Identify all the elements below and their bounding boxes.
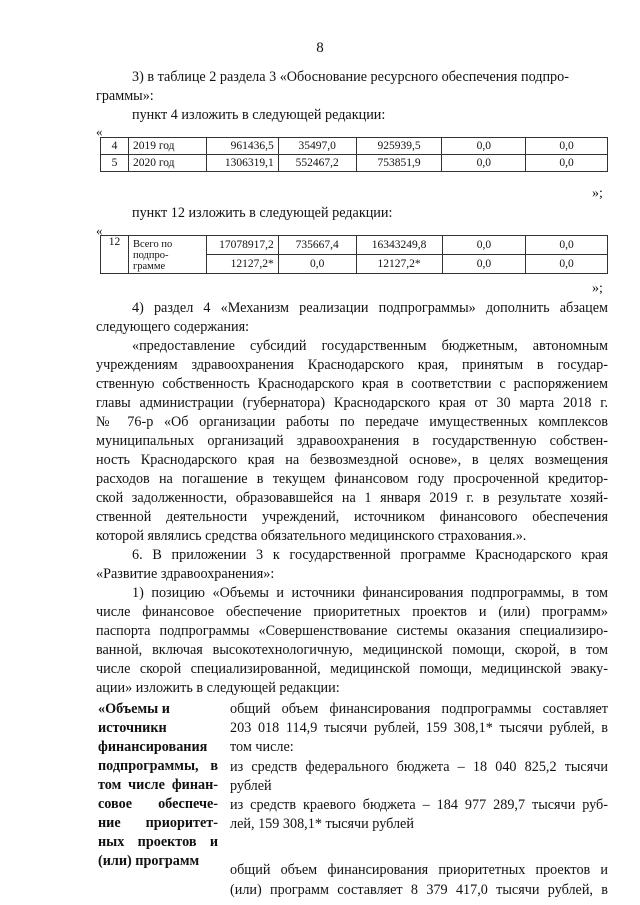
row-number: 12 [101,236,129,274]
row-federal: 735667,4 [278,236,356,255]
point-12-heading: пункт 12 изложить в следующей редакции: [132,205,393,221]
section4-line: главы администрации (губернатора) Краснодарского края от 30 марта 2018 г. [96,395,608,411]
section4-line: «предоставление субсидий государственным бюджетным, автономным [132,338,608,354]
row-federal: 552467,2 [278,155,356,172]
passport-label-line: подпрограммы, в [98,758,218,774]
resource-table-row-12 [100,235,608,274]
passport-label-line: «Объемы и [98,701,170,717]
row-total: 12127,2* [206,255,278,274]
passport-label-line: (или) программ [98,853,200,869]
item6-line: числе финансовое обеспечение приоритетных проектов и (или) программ» [96,604,608,620]
section4-line: ность Краснодарского края на безвозмездной основе», в целях возмещения [96,452,608,468]
row-year: 2019 год [128,138,206,155]
row-local: 0,0 [442,155,526,172]
passport-text-spacer [230,834,608,853]
item6-line: ации» изложить в следующей редакции: [96,680,340,696]
section4-line: расходов на погашение в текущем финансовом году просроченной кредитор- [96,471,608,487]
passport-label-line: ных проектов и [98,834,218,850]
row-federal: 0,0 [278,255,356,274]
quote-close-2: »; [592,281,603,296]
passport-label-line: совое обеспече- [98,796,218,812]
section4-line: ственной деятельности учреждений, источником финансового обеспечения [96,509,608,525]
passport-text [230,700,608,900]
passport-label-line: ние приоритет- [98,815,218,831]
passport-text-line: лей, 159 308,1* тысячи рублей [230,816,414,833]
item6-line: «Развитие здравоохранения»: [96,566,275,582]
row-other: 0,0 [526,236,608,255]
passport-text-line: общий объем финансирования приоритетных проектов и [230,862,608,879]
row-label-line: грамме [132,261,166,272]
row-total: 961436,5 [206,138,278,155]
item6-line: паспорта подпрограммы «Совершенствование системы оказания специализиро- [96,623,608,639]
table-row [101,236,608,255]
intro-line-1: 3) в таблице 2 раздела 3 «Обоснование ресурсного обеспечения подпро- [132,69,569,85]
quote-close-1: »; [592,186,603,201]
section4-line: следующего содержания: [96,319,250,335]
passport-text-line: том числе: [230,739,294,756]
passport-text-line: рублей [230,777,272,794]
row-federal: 35497,0 [278,138,356,155]
section4-line: № 76-р «Об организации работы по передаче имущественных комплексов [96,414,608,430]
section4-line: которой являлись средства обязательного медицинского страхования.». [96,528,527,544]
row-regional: 12127,2* [356,255,442,274]
passport-text-line: 203 018 114,9 тысячи рублей, 159 308,1* тысячи рублей, в [230,720,608,737]
row-label-line: подпро- [132,250,169,261]
section4-line: учреждениям здравоохранения Краснодарского края, принятым в государ- [96,357,608,373]
passport-label-line: источникн [98,720,167,736]
row-number: 5 [101,155,129,172]
row-total: 17078917,2 [206,236,278,255]
passport-text-line: из средств краевого бюджета – 184 977 289,7 тысячи руб- [230,797,608,814]
row-other: 0,0 [526,138,608,155]
row-local: 0,0 [442,255,526,274]
quote-open-2: « [96,223,103,238]
row-regional: 16343249,8 [356,236,442,255]
quote-open-1: « [96,124,103,139]
row-number: 4 [101,138,129,155]
table-row [101,138,608,155]
page-number: 8 [316,40,324,56]
row-other: 0,0 [526,255,608,274]
row-year: 2020 год [128,155,206,172]
section4-line: ской задолженности, образовавшейся на 1 января 2019 г. в результате хозяй- [96,490,608,506]
resource-table-rows-4-5 [100,137,608,172]
passport-text-line: (или) программ составляет 8 379 417,0 тысячи рублей, в [230,881,608,898]
row-total: 1306319,1 [206,155,278,172]
intro-line-2: граммы»: [96,88,154,104]
section4-line: ственную собственность Краснодарского края в соответствии с распоряжением [96,376,608,392]
passport-label-line: том числе финан- [98,777,218,793]
item6-line: числе скорой специализированной, медицинской помощи, медицинской эваку- [96,661,608,677]
row-other: 0,0 [526,155,608,172]
item6-line: 1) позицию «Объемы и источники финансирования подпрограммы, в том [132,585,608,601]
row-local: 0,0 [442,138,526,155]
passport-text-line: из средств федерального бюджета – 18 040 825,2 тысячи [230,758,608,775]
table-row [101,155,608,172]
row-local: 0,0 [442,236,526,255]
row-label-line: Всего по [132,239,173,250]
row-regional: 753851,9 [356,155,442,172]
section4-line: муниципальных организаций здравоохранения в государственную собствен- [96,433,608,449]
row-regional: 925939,5 [356,138,442,155]
section4-line: 4) раздел 4 «Механизм реализации подпрограммы» дополнить абзацем [132,300,608,316]
point-4-heading: пункт 4 изложить в следующей редакции: [132,107,386,123]
row-label [128,236,206,274]
passport-text-line: общий объем финансирования подпрограммы составляет [230,701,608,717]
item6-line: 6. В приложении 3 к государственной программе Краснодарского края [132,547,608,563]
passport-label-line: финансирования [98,739,208,755]
item6-line: ванной, включая высокотехнологичную, медицинской помощи, скорой, в том [96,642,608,658]
passport-label [98,700,218,871]
